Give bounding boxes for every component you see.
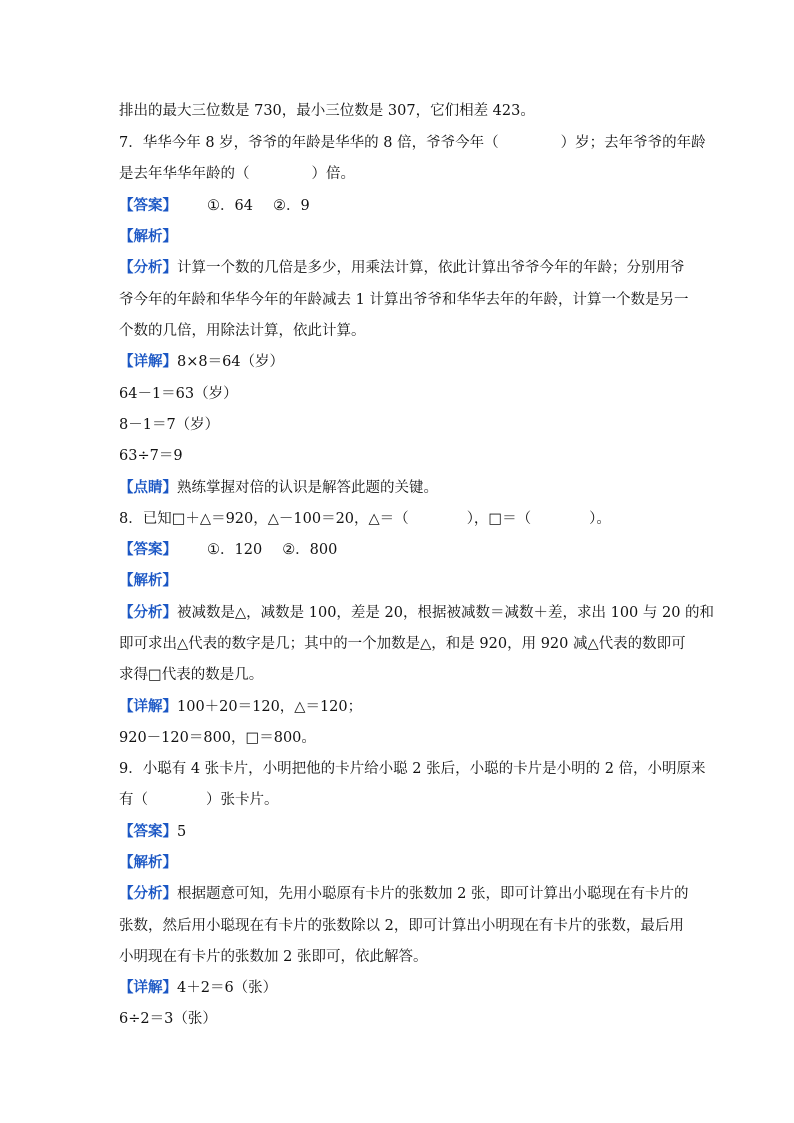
fenxi-label: 【分析】 [119,885,177,902]
answer-value: ①．64 [207,198,253,214]
detail-line [119,446,183,466]
detail-line [119,415,219,435]
answer-row [119,822,186,842]
body-text: 根据题意可知，先用小聪原有卡片的张数加 2 张，即可计算出小聪现在有卡片的 [177,886,689,902]
body-text: 被减数是△，减数是 100，差是 20，根据被减数＝减数＋差，求出 100 与 20 的和 [177,605,715,621]
body-text: 张数，然后用小聪现在有卡片的张数除以 2，即可计算出小明现在有卡片的张数，最后用 [119,918,684,934]
answer-value: ①．120 [207,542,263,558]
question-9 [119,759,706,779]
dianjing-line [119,478,438,498]
question-9-cont [119,790,279,810]
analysis-line [119,258,685,278]
body-text: 求得□代表的数是几。 [119,667,264,683]
answer-label: 【答案】 [119,541,177,558]
question-text: ）。 [589,511,611,527]
analysis-label: 【解析】 [119,572,177,589]
question-text: 是去年华华年龄的（ [119,166,250,182]
analysis-line [119,947,427,967]
analysis-line [119,665,263,685]
body-text: 计算一个数的几倍是多少，用乘法计算，依此计算出爷爷今年的年龄；分别用爷 [177,260,685,276]
analysis-line [119,290,688,310]
body-text: 熟练掌握对倍的认识是解答此题的关键。 [177,480,438,496]
equation: 100＋20＝120，△＝120； [177,699,363,715]
xiangjie-label: 【详解】 [119,698,177,715]
answer-value: 5 [177,824,187,840]
body-text: 爷今年的年龄和华华今年的年龄减去 1 计算出爷爷和华华去年的年龄，计算一个数是另一 [119,292,689,308]
analysis-heading [119,853,177,873]
analysis-line [119,884,688,904]
body-text: 即可求出△代表的数字是几；其中的一个加数是△，和是 920，用 920 减△代表的数即可 [119,636,686,652]
body-text: 排出的最大三位数是 730，最小三位数是 307，它们相差 423。 [119,103,535,119]
body-text: 小明现在有卡片的张数加 2 张即可，依此解答。 [119,949,428,965]
answer-label: 【答案】 [119,197,177,214]
analysis-line [119,916,684,936]
detail-line [119,978,277,998]
equation: 63÷7＝9 [119,448,183,464]
question-text: ）张卡片。 [206,792,279,808]
detail-line [119,352,284,372]
analysis-line [119,634,686,654]
question-text: 有（ [119,792,148,808]
question-8 [119,509,611,529]
analysis-line [119,321,366,341]
question-7 [119,133,706,153]
equation: 6÷2＝3（张） [119,1011,217,1027]
analysis-line [119,603,714,623]
analysis-heading [119,227,177,247]
detail-line [119,728,316,748]
fenxi-label: 【分析】 [119,604,177,621]
text-line [119,101,535,121]
equation: 4＋2＝6（张） [177,980,278,996]
fenxi-label: 【分析】 [119,259,177,276]
analysis-label: 【解析】 [119,228,177,245]
detail-line [119,384,238,404]
analysis-label: 【解析】 [119,854,177,871]
equation: 64－1＝63（岁） [119,386,238,402]
equation: 8－1＝7（岁） [119,417,220,433]
answer-label: 【答案】 [119,823,177,840]
question-text: 7．华华今年 8 岁，爷爷的年龄是华华的 8 倍，爷爷今年（ [119,135,499,151]
answer-row [119,196,310,216]
question-text: 9．小聪有 4 张卡片，小明把他的卡片给小聪 2 张后，小聪的卡片是小明的 2 倍，小明原来 [119,761,706,777]
question-text: ）岁；去年爷爷的年龄 [560,135,706,151]
detail-line [119,697,362,717]
dianjing-label: 【点睛】 [119,479,177,496]
answer-value: ②．800 [282,542,338,558]
equation: 8×8＝64（岁） [177,354,285,370]
detail-line [119,1009,217,1029]
answer-row [119,540,337,560]
answer-value: ②．9 [272,198,310,214]
question-text: ）倍。 [311,166,355,182]
question-text: 8．已知□＋△＝920，△－100＝20，△＝（ [119,511,409,527]
equation: 920－120＝800，□＝800。 [119,730,316,746]
xiangjie-label: 【详解】 [119,353,177,370]
body-text: 个数的几倍，用除法计算，依此计算。 [119,323,366,339]
question-text: ），□＝（ [466,511,532,527]
xiangjie-label: 【详解】 [119,979,177,996]
analysis-heading [119,571,177,591]
question-7-cont [119,164,355,184]
